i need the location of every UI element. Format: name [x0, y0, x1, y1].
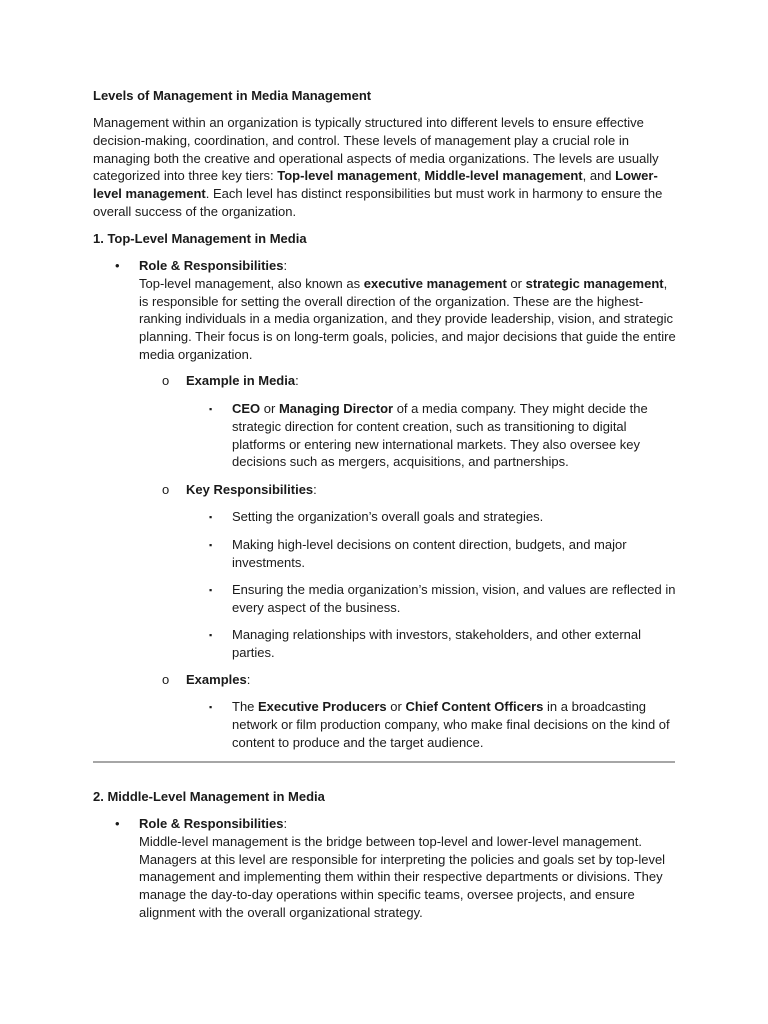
square-bullet-icon: ▪ — [209, 512, 213, 522]
key-responsibility-item: Making high-level decisions on content direction, budgets, and major investments. — [232, 537, 627, 570]
section-2-role: Role & Responsibilities: Middle-level management is the bridge between top-level and lower-level management. Managers at this level are responsible for interpreting the policies and goals set by top-level management and implementing them within their respective departments or divisions. They manage the day-to-day operations within specific teams, oversee projects, and ensure alignment with the overall organizational strategy. — [139, 816, 666, 920]
square-bullet-icon: ▪ — [209, 702, 213, 712]
disc-bullet-icon: • — [115, 816, 120, 831]
key-responsibility-item: Managing relationships with investors, stakeholders, and other external parties. — [232, 627, 642, 660]
square-bullet-icon: ▪ — [209, 540, 213, 550]
example-in-media-label: Example in Media: — [186, 373, 299, 388]
intro-paragraph: Management within an organization is typically structured into different levels to ensure effective decision-making, coordination, and control. These levels of management play a crucial role in managing both the creative and operational aspects of media organizations. The levels are usually categorized into three key tiers: Top-level management, Middle-level management, and Lower-level management. Each level has distinct responsibilities but must work in harmony to ensure the overall success of the organization. — [93, 115, 663, 219]
circle-bullet-icon: o — [162, 373, 170, 388]
square-bullet-icon: ▪ — [209, 585, 213, 595]
examples-label: Examples: — [186, 672, 251, 687]
disc-bullet-icon: • — [115, 258, 120, 273]
key-responsibility-item: Ensuring the media organization’s mission, vision, and values are reflected in every aspect of the business. — [232, 582, 676, 615]
key-responsibilities-label: Key Responsibilities: — [186, 482, 317, 497]
section-1-role: Role & Responsibilities: Top-level management, also known as executive management or strategic management, is responsible for setting the overall direction of the organization. These are the highest-ranking individuals in a media organization, and they provide leadership, vision, and strategic planning. Their focus is on long-term goals, policies, and major decisions that guide the entire media organization. — [139, 258, 676, 362]
horizontal-divider — [93, 761, 675, 763]
example-in-media-text: CEO or Managing Director of a media company. They might decide the strategic direction for content creation, such as transitioning to digital platforms or entering new international markets. They also oversee key decisions such as mergers, acquisitions, and partnerships. — [232, 401, 648, 470]
section-1-heading: 1. Top-Level Management in Media — [93, 231, 307, 246]
key-responsibility-item: Setting the organization’s overall goals and strategies. — [232, 509, 544, 524]
section-2-heading: 2. Middle-Level Management in Media — [93, 789, 325, 804]
square-bullet-icon: ▪ — [209, 404, 213, 414]
page-title: Levels of Management in Media Management — [93, 88, 372, 103]
circle-bullet-icon: o — [162, 482, 170, 497]
examples-text: The Executive Producers or Chief Content Officers in a broadcasting network or film production company, who make final decisions on the kind of content to produce and the target audience. — [232, 699, 670, 750]
square-bullet-icon: ▪ — [209, 630, 213, 640]
circle-bullet-icon: o — [162, 672, 170, 687]
